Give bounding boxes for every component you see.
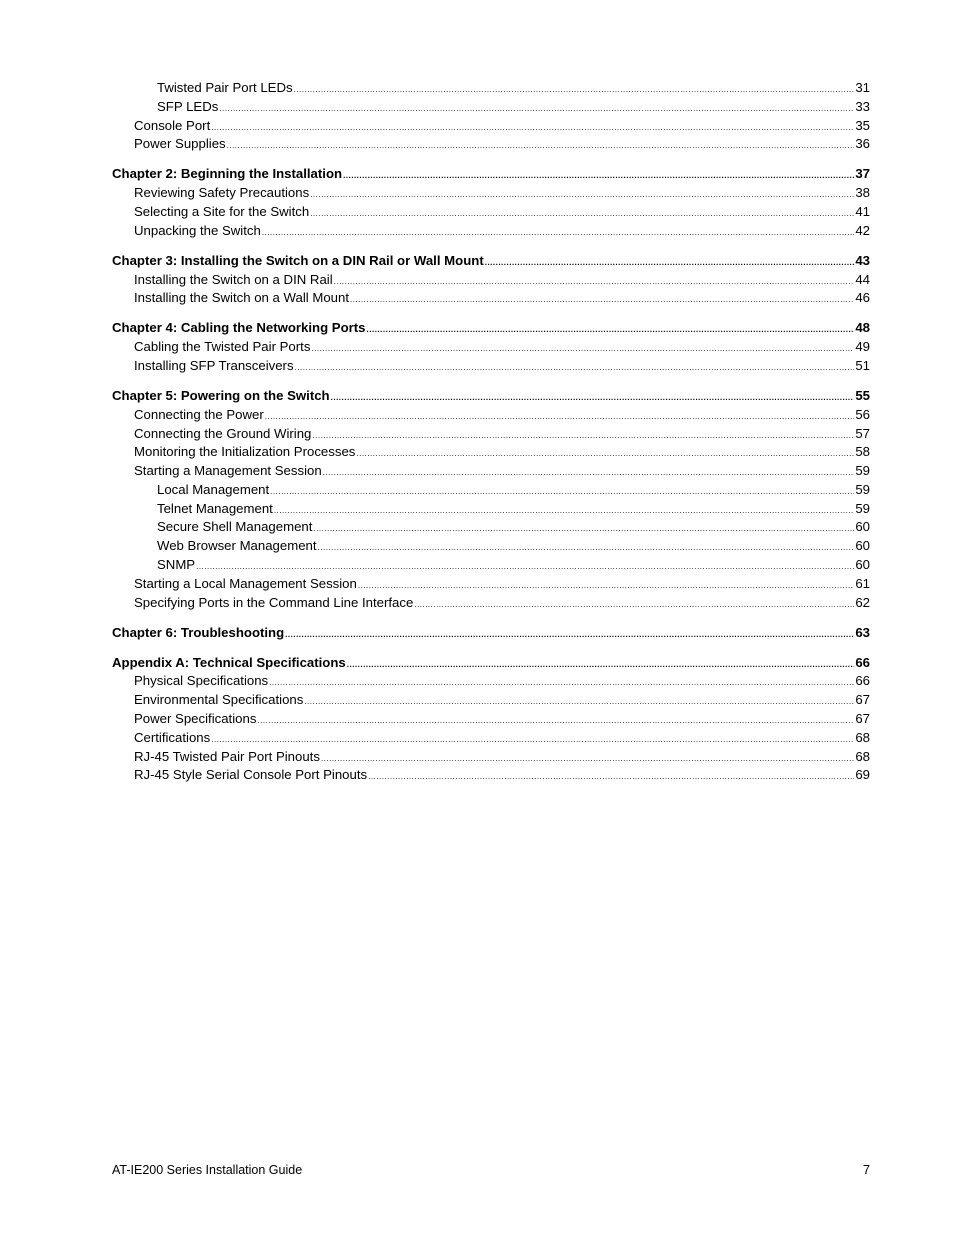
toc-entry-title: Chapter 2: Beginning the Installation [112,166,343,182]
toc-entry-title: Installing the Switch on a DIN Rail [134,271,333,287]
toc-entry-title: SNMP [157,557,196,573]
table-of-contents [112,79,870,785]
toc-entry-title: Twisted Pair Port LEDs [157,80,293,95]
toc-entry[interactable] [112,691,870,710]
toc-entry[interactable] [112,184,870,203]
toc-entry-title: Power Specifications [134,711,257,727]
toc-entry-page: 38 [855,185,870,201]
dot-leader [367,321,855,340]
toc-entry-page: 59 [855,463,870,479]
toc-entry-page: 61 [855,575,870,591]
dot-leader [274,502,855,521]
dot-leader [356,445,854,464]
toc-entry[interactable] [112,443,870,462]
toc-entry[interactable] [112,500,870,519]
dot-leader [227,137,855,156]
toc-entry-page: 57 [855,425,870,441]
toc-entry-page: 43 [855,252,870,268]
toc-entry-page: 35 [855,117,870,133]
toc-entry[interactable] [112,481,870,500]
toc-entry-page: 55 [855,387,870,403]
toc-entry-title: Installing the Switch on a Wall Mount [134,290,350,306]
dot-leader [358,577,854,596]
toc-entry-title: Chapter 6: Troubleshooting [112,624,285,640]
toc-entry-title: Telnet Management [157,500,273,516]
toc-entry-title: Console Port [134,117,211,133]
toc-entry-title: Specifying Ports in the Command Line Interface [134,594,414,610]
dot-leader [313,520,854,539]
toc-entry-page: 58 [855,444,870,460]
toc-entry-title: Environmental Specifications [134,692,304,708]
toc-entry-title: Selecting a Site for the Switch [134,203,310,219]
toc-entry-page: 66 [855,654,870,670]
dot-leader [334,273,855,292]
dot-leader [295,359,855,378]
dot-leader [321,750,854,769]
toc-entry-page: 60 [855,538,870,554]
toc-entry[interactable] [112,710,870,729]
toc-entry[interactable] [112,98,870,117]
toc-entry[interactable] [112,357,870,376]
toc-entry[interactable] [112,672,870,691]
dot-leader [285,626,854,645]
dot-leader [347,656,855,675]
toc-entry-page: 31 [855,80,870,95]
toc-entry[interactable] [112,203,870,222]
toc-chapter-entry[interactable] [112,319,870,338]
toc-entry-page: 59 [855,500,870,516]
dot-leader [219,100,854,119]
toc-entry[interactable] [112,271,870,290]
footer-page-number: 7 [863,1163,870,1177]
toc-entry-title: Chapter 5: Powering on the Switch [112,387,330,403]
dot-leader [323,464,855,483]
toc-chapter-entry[interactable] [112,387,870,406]
toc-entry[interactable] [112,594,870,613]
toc-entry-page: 49 [855,339,870,355]
toc-chapter-entry[interactable] [112,165,870,184]
toc-chapter-entry[interactable] [112,624,870,643]
toc-entry-title: Cabling the Twisted Pair Ports [134,339,311,355]
toc-entry-page: 44 [855,271,870,287]
toc-entry-title: Chapter 3: Installing the Switch on a DIN Rail or Wall Mount [112,252,484,268]
toc-entry-page: 36 [855,136,870,152]
toc-entry-page: 67 [855,692,870,708]
dot-leader [269,674,854,693]
toc-entry[interactable] [112,748,870,767]
dot-leader [257,712,854,731]
toc-entry-title: Starting a Local Management Session [134,575,357,591]
toc-entry[interactable] [112,462,870,481]
toc-entry-title: SFP LEDs [157,98,219,114]
dot-leader [310,186,854,205]
dot-leader [311,340,854,359]
toc-entry-title: Web Browser Management [157,538,317,554]
toc-entry-title: Reviewing Safety Precautions [134,185,310,201]
dot-leader [318,539,855,558]
toc-chapter-entry[interactable] [112,252,870,271]
dot-leader [265,408,855,427]
toc-entry-title: Certifications [134,729,211,745]
toc-entry-page: 37 [855,166,870,182]
toc-entry-title: Power Supplies [134,136,226,152]
toc-entry[interactable] [112,135,870,154]
dot-leader [270,483,854,502]
dot-leader [211,119,854,138]
toc-entry-page: 41 [855,203,870,219]
dot-leader [414,596,854,615]
toc-entry-page: 62 [855,594,870,610]
toc-entry[interactable] [112,117,870,136]
toc-entry-title: Connecting the Ground Wiring [134,425,312,441]
dot-leader [485,254,855,273]
toc-entry[interactable] [112,575,870,594]
toc-entry[interactable] [112,406,870,425]
toc-entry-page: 42 [855,222,870,238]
toc-entry-title: Chapter 4: Cabling the Networking Ports [112,320,366,336]
toc-entry[interactable] [112,556,870,575]
toc-entry[interactable] [112,425,870,444]
toc-entry-page: 59 [855,481,870,497]
toc-entry-title: Secure Shell Management [157,519,313,535]
dot-leader [262,224,855,243]
dot-leader [294,81,855,100]
toc-entry-title: Monitoring the Initialization Processes [134,444,356,460]
footer-title: AT-IE200 Series Installation Guide [112,1163,303,1177]
toc-entry-page: 66 [855,673,870,689]
toc-entry-page: 60 [855,557,870,573]
toc-entry-title: RJ-45 Style Serial Console Port Pinouts [134,767,368,783]
toc-chapter-entry[interactable] [112,654,870,673]
toc-entry-page: 63 [855,624,870,640]
toc-entry[interactable] [112,338,870,357]
toc-entry-title: Connecting the Power [134,406,264,422]
toc-entry[interactable] [112,766,870,785]
dot-leader [368,768,854,787]
toc-entry-page: 68 [855,748,870,764]
toc-entry[interactable] [112,222,870,241]
toc-entry[interactable] [112,537,870,556]
toc-entry-title: Local Management [157,481,270,497]
dot-leader [310,205,854,224]
toc-entry[interactable] [112,729,870,748]
toc-entry-page: 33 [855,98,870,114]
toc-entry-page: 68 [855,729,870,745]
dot-leader [312,427,854,446]
toc-entry[interactable] [112,289,870,308]
dot-leader [304,693,854,712]
toc-entry-page: 69 [855,767,870,783]
toc-entry-page: 67 [855,711,870,727]
dot-leader [331,389,855,408]
toc-entry-page: 51 [855,357,870,373]
toc-entry-title: RJ-45 Twisted Pair Port Pinouts [134,748,320,764]
toc-entry-title: Unpacking the Switch [134,222,261,238]
dot-leader [350,291,854,310]
toc-entry-page: 60 [855,519,870,535]
toc-entry[interactable] [112,518,870,537]
toc-entry-title: Physical Specifications [134,673,269,689]
toc-entry-page: 48 [855,320,870,336]
toc-entry-title: Appendix A: Technical Specifications [112,654,346,670]
toc-entry-title: Installing SFP Transceivers [134,357,294,373]
toc-entry-page: 56 [855,406,870,422]
toc-entry-page: 46 [855,290,870,306]
toc-entry[interactable] [112,79,870,98]
dot-leader [343,167,854,186]
toc-entry-title: Starting a Management Session [134,463,322,479]
